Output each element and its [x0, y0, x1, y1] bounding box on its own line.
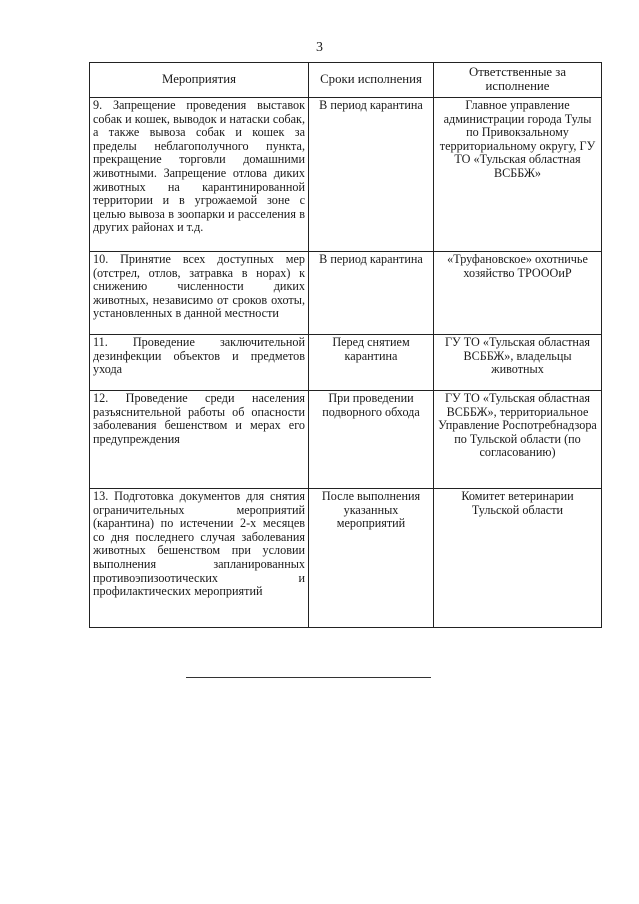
end-divider-line: [186, 677, 431, 678]
responsible-cell: Комитет ветеринарии Тульской области: [434, 489, 602, 628]
responsible-cell: Главное управление администрации города Тулы по Привокзальному территориальному округу, ГУ ТО «Тульская областная ВСББЖ»: [434, 98, 602, 252]
term-cell: В период карантина: [309, 98, 434, 252]
header-responsible: Ответственные за исполнение: [434, 63, 602, 98]
activities-table: [89, 62, 602, 628]
table-row: [90, 98, 602, 252]
table-row: [90, 489, 602, 628]
term-cell: В период карантина: [309, 252, 434, 335]
term-cell: После выполнения указанных мероприятий: [309, 489, 434, 628]
table-row: [90, 391, 602, 489]
table-header-row: [90, 63, 602, 98]
activity-cell: 12. Проведение среди населения разъяснительной работы об опасности заболевания бешенством и мерах его предупреждения: [90, 391, 309, 489]
activity-cell: 10. Принятие всех доступных мер (отстрел, отлов, затравка в норах) к снижению численности диких животных, независимо от сроков охоты, установленных в данной местности: [90, 252, 309, 335]
activity-cell: 13. Подготовка документов для снятия ограничительных мероприятий (карантина) по истечении 2-х месяцев со дня последнего случая заболевания животных бешенством при условии выполнения запланированных противоэпизоотических и профилактических мероприятий: [90, 489, 309, 628]
activity-cell: 11. Проведение заключительной дезинфекции объектов и предметов ухода: [90, 335, 309, 391]
page-number: 3: [316, 40, 323, 55]
responsible-cell: ГУ ТО «Тульская областная ВСББЖ», территориальное Управление Роспотребнадзора по Тульской области (по согласованию): [434, 391, 602, 489]
activity-cell: 9. Запрещение проведения выставок собак и кошек, выводок и натаски собак, а также вывоза собак и кошек за пределы неблагополучного пункта, прекращение торговли домашними животными. Запрещение отлова диких животных на карантинированной территории и в угрожаемой зоне с целью вывоза в зоопарки и расселения в других районах и т.д.: [90, 98, 309, 252]
table-row: [90, 335, 602, 391]
term-cell: Перед снятием карантина: [309, 335, 434, 391]
responsible-cell: ГУ ТО «Тульская областная ВСББЖ», владельцы животных: [434, 335, 602, 391]
header-term: Сроки исполнения: [309, 63, 434, 98]
header-activity: Мероприятия: [90, 63, 309, 98]
term-cell: При проведении подворного обхода: [309, 391, 434, 489]
table-row: [90, 252, 602, 335]
responsible-cell: «Труфановское» охотничье хозяйство ТРОООиР: [434, 252, 602, 335]
